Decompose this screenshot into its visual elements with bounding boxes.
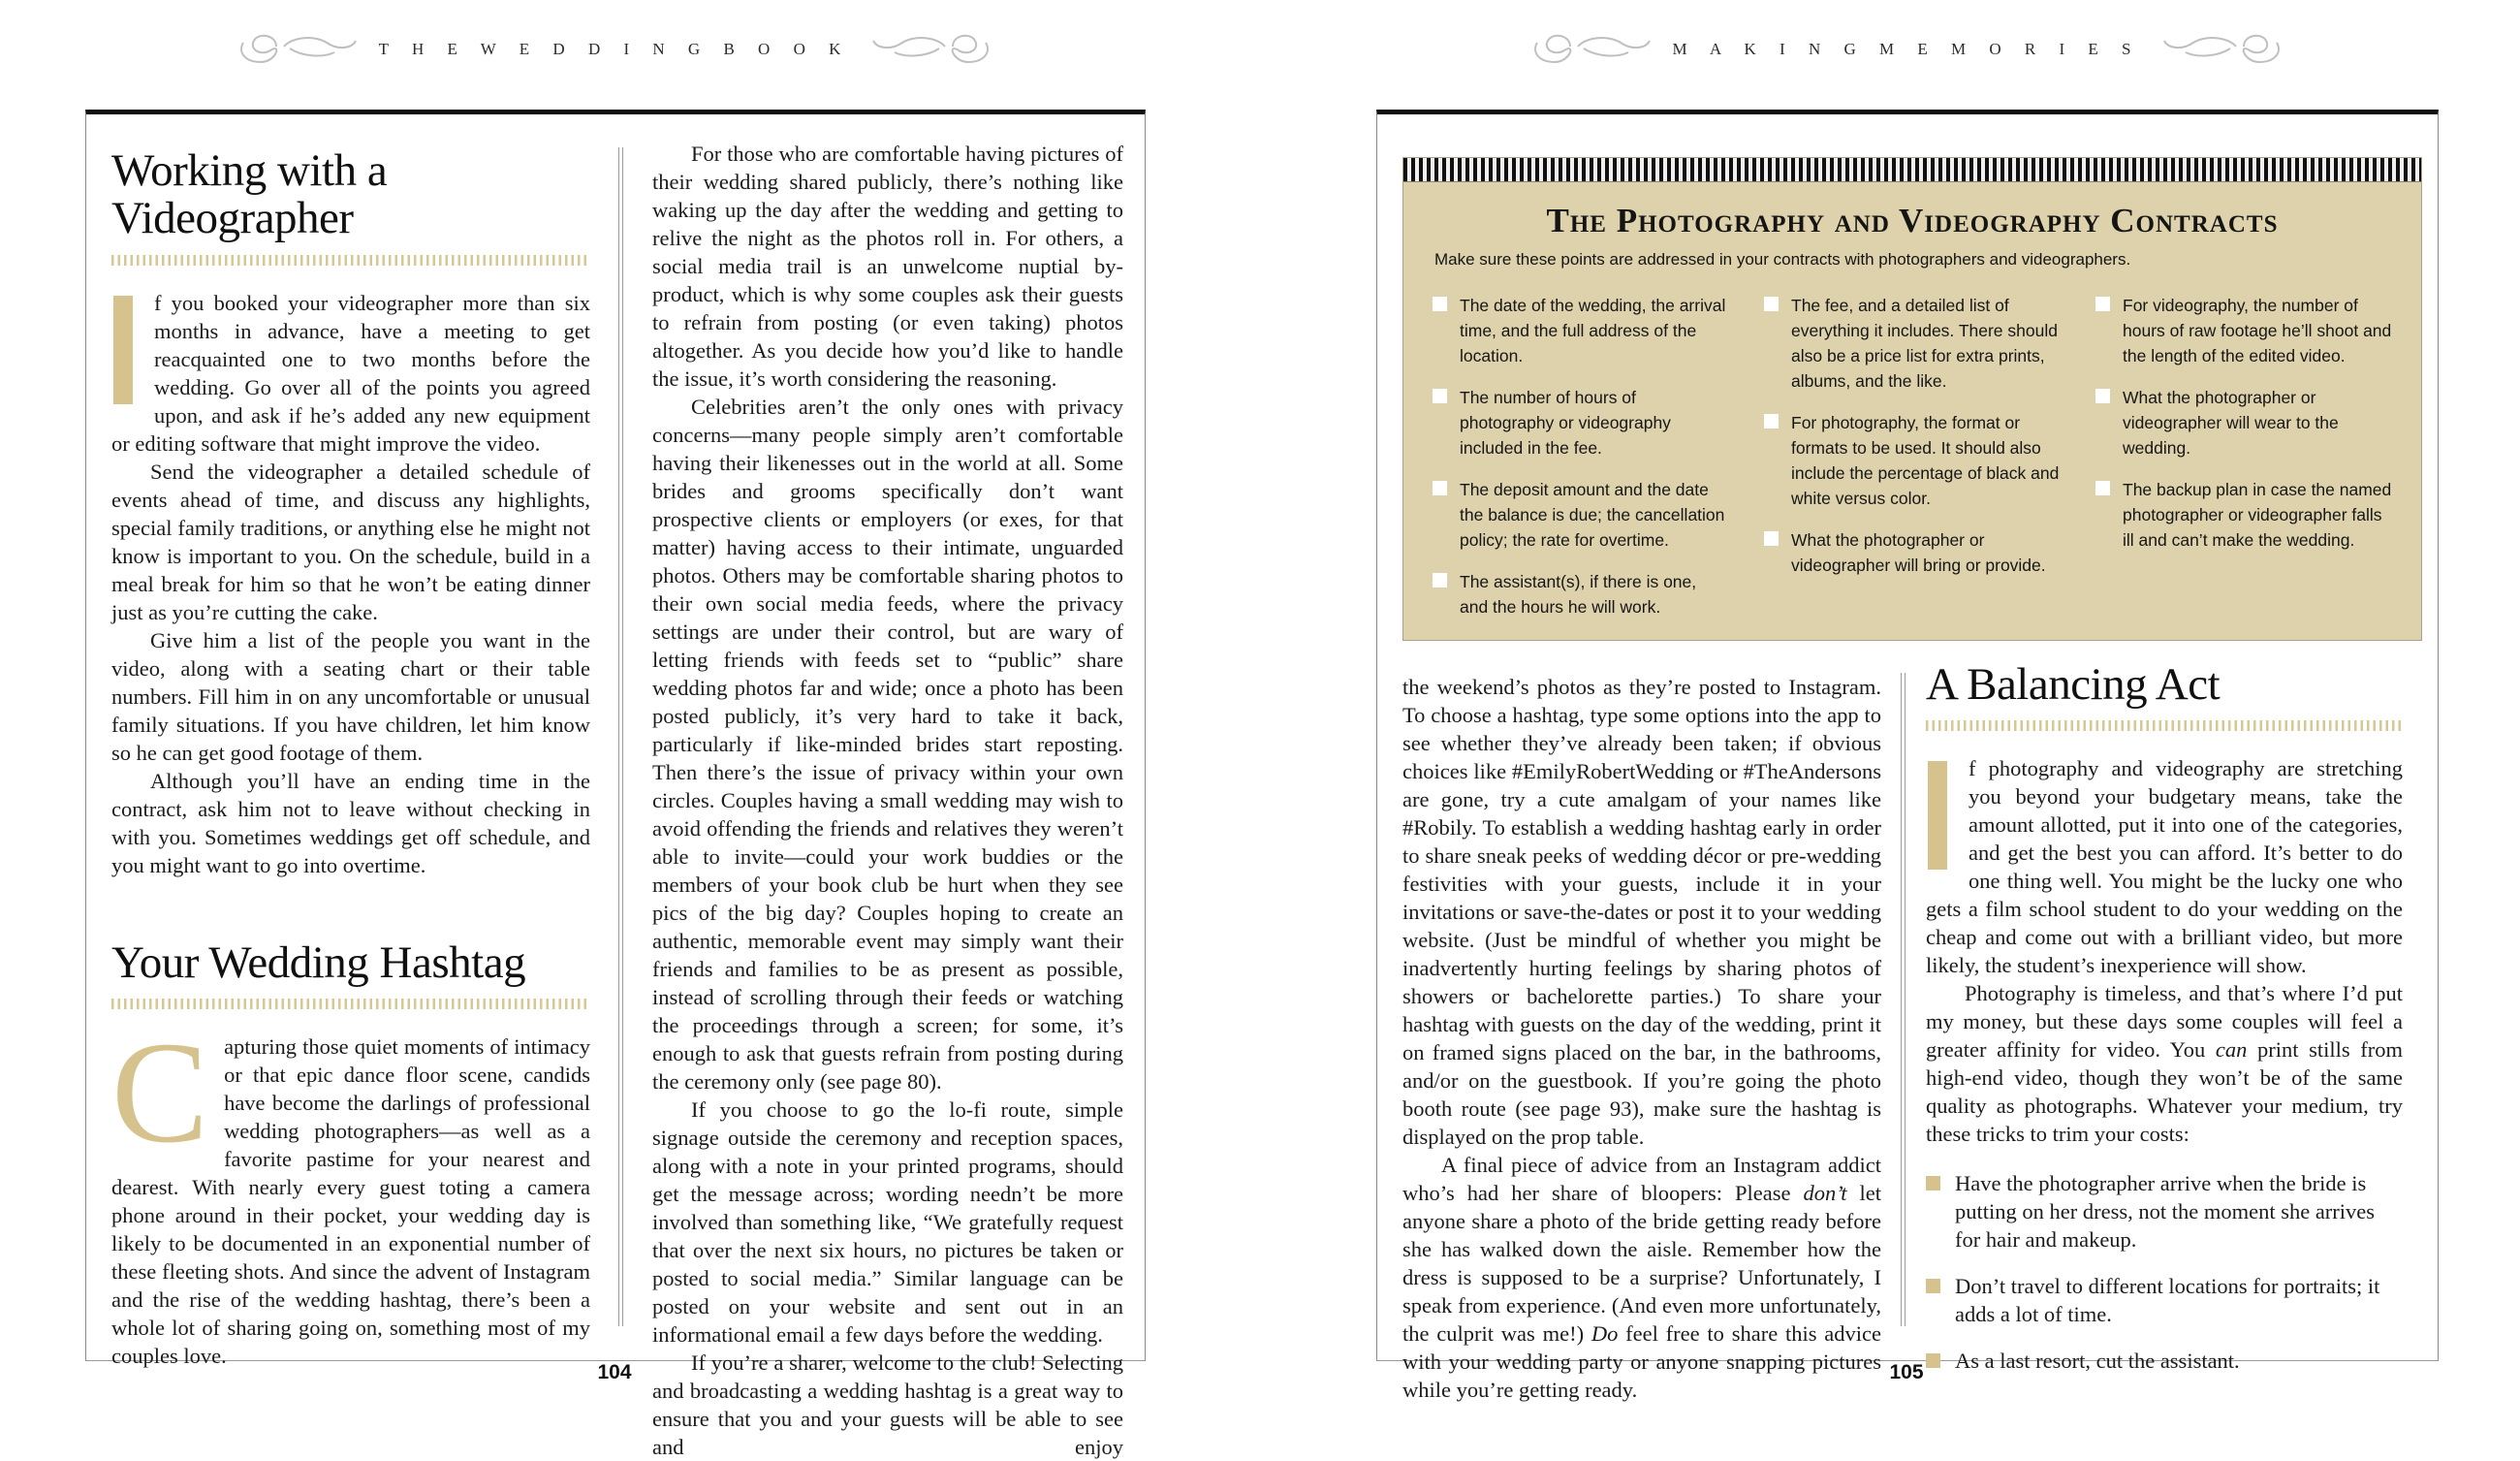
checklist-item: [1433, 477, 1729, 553]
running-head-title: T H E W E D D I N G B O O K: [378, 39, 851, 58]
checkbox-icon: [2095, 481, 2110, 495]
paragraph: If you’re a sharer, welcome to the club! Selecting and broadcasting a wedding hashtag is a great way to ensure that you and your guests will be able to see and enjoy: [652, 1350, 1123, 1459]
column-divider: [1901, 673, 1906, 1326]
flourish-icon: [234, 25, 360, 73]
paragraph: [111, 1012, 590, 1370]
left-page-column-2: [652, 140, 1123, 1461]
running-head-left: [85, 25, 1144, 73]
checklist-column-3: [2095, 293, 2392, 636]
checkbox-icon: [2095, 297, 2110, 311]
checkbox-icon: [1764, 297, 1779, 311]
paragraph-text: f you booked your videographer more than six months in advance, have a meeting to get reacquainted one to two months before the wedding. Go over all of the points you agreed upon, and ask if he’s added any new equipment or editing software that might improve the video.: [111, 290, 590, 456]
checklist-item: [1433, 293, 1729, 368]
checklist-text: The assistant(s), if there is one, and the hours he will work.: [1460, 572, 1697, 617]
flourish-icon: [869, 25, 995, 73]
checklist-text: For videography, the number of hours of raw footage he’ll shoot and the length of the edited video.: [2123, 296, 2392, 365]
paragraph: Give him a list of the people you want in the video, along with a seating chart or their table numbers. Fill him in on any uncomfortable or unusual family situations. If you have children, let him know so he can get good footage of them.: [111, 627, 590, 765]
checklist-text: The date of the wedding, the arrival time, and the full address of the location.: [1460, 296, 1726, 365]
cost-trimming-tips-list: [1926, 1169, 2403, 1375]
checkbox-icon: [1433, 573, 1447, 588]
list-item-text: Don’t travel to different locations for portraits; it adds a lot of time.: [1955, 1274, 2380, 1327]
paragraph: Send the videographer a detailed schedule of events ahead of time, and discuss any highlights, special family traditions, or anything else he might not know is important to you. On the schedule, build in a meal break for him so that he won’t be eating dinner just as you’re cutting the cake.: [111, 459, 590, 624]
drop-cap-I: [1928, 761, 1947, 870]
checklist-text: The backup plan in case the named photographer or videographer falls ill and can’t make the wedding.: [2123, 480, 2392, 550]
checkbox-icon: [1433, 389, 1447, 403]
checklist-column-1: [1433, 293, 1729, 636]
paragraph-text: apturing those quiet moments of intimacy or that epic dance floor scene, candids have become the darlings of professional wedding photographers—as well as a favorite pastime for your nearest and dearest. With nearly every guest toting a camera phone around in their pocket, your wedding day is likely to be documented in an exponential number of these fleeting shots. And since the advent of Instagram and the rise of the wedding hashtag, there’s been a whole lot of sharing going on, something most of my couples love.: [111, 1034, 590, 1369]
paragraph: Although you’ll have an ending time in the contract, ask him not to leave without checking in with you. Sometimes weddings get off schedule, and you might want to go into overtime.: [111, 768, 590, 877]
list-item: [1926, 1169, 2403, 1254]
section-rule: [111, 999, 590, 1009]
flourish-icon: [2160, 25, 2286, 73]
checklist-text: The number of hours of photography or videography included in the fee.: [1460, 388, 1671, 458]
list-item-text: Have the photographer arrive when the bride is putting on her dress, not the moment she arrives for hair and makeup.: [1955, 1171, 2376, 1253]
checklist-text: The deposit amount and the date the balance is due; the cancellation policy; the rate for overtime.: [1460, 480, 1725, 550]
list-item: [1926, 1272, 2403, 1328]
left-page-column-1: [111, 147, 590, 1370]
checklist-text: What the photographer or videographer will bring or provide.: [1791, 530, 2046, 575]
paragraph: Celebrities aren’t the only ones with privacy concerns—many people simply aren’t comfortable having their likenesses out in the world at all. Some brides and grooms specifically don’t want prospective clients or employers (or exes, for that matter) having access to their intimate, unguarded photos. Others may be comfortable sharing photos to their own social media feeds, where the privacy settings are under their control, but are wary of letting friends with feeds set to “public” share wedding photos far and wide; once a photo has been posted publicly, it’s very hard to take it back, particularly if like-minded brides start reposting. Then there’s the issue of privacy within your own circles. Couples having a small wedding may wish to avoid offending the friends and relatives they weren’t able to invite—could your work buddies or the members of your book club be hurt when they see pics of the big day? Couples hoping to create an authentic, memorable event may simply want their friends and families to be as present as possible, instead of scrolling through their feeds or watching the proceedings through a screen; for some, it’s enough to ask that guests refrain from posting during the ceremony only (see page 80).: [652, 395, 1123, 1094]
paragraph: [1926, 754, 2403, 979]
page-number: 104: [597, 1361, 632, 1383]
contracts-checklist-box: [1402, 157, 2422, 641]
paragraph: A final piece of advice from an Instagram addict who’s had her share of bloopers: Please don’t let anyone share a photo of the bride getting ready before she has walked down the aisle. Remember how the dress is supposed to be a surprise? Unfortunately, I speak from experience. (And even more unfortunately, the culprit was me!) Do feel free to share this advice with your wedding party or anyone snapping pictures while you’re getting ready.: [1402, 1153, 1882, 1402]
checklist-text: For photography, the format or formats to be used. It should also include the percentage of black and white versus color.: [1791, 413, 2060, 508]
column-divider: [618, 147, 623, 1326]
checklist-item: [1433, 385, 1729, 461]
checklist-item: [1764, 410, 2061, 511]
checklist-column-2: [1764, 293, 2061, 636]
box-title: The Photography and Videography Contracts: [1546, 202, 2279, 239]
page-number: 105: [1889, 1361, 1924, 1383]
checklist-item: [1764, 293, 2061, 394]
checklist-text: The fee, and a detailed list of everything it includes. There should also be a price list for extra prints, albums, and the like.: [1791, 296, 2058, 391]
paragraph: For those who are comfortable having pictures of their wedding shared publicly, there’s nothing like waking up the day after the wedding and getting to relive the night as the photos roll in. For others, a social media trail is an unwelcome nuptial by-product, which is why some couples ask their guests to refrain from posting (or even taking) photos altogether. As you decide how you’d like to handle the issue, it’s worth considering the reasoning.: [652, 142, 1123, 391]
drop-cap-C: C: [111, 1012, 209, 1174]
right-page-column-2: [1926, 661, 2403, 1393]
running-head-title: M A K I N G M E M O R I E S: [1672, 39, 2141, 58]
paragraph: If you choose to go the lo-fi route, simple signage outside the ceremony and reception spaces, along with a note in your printed programs, should get the message across; wording needn’t be more involved than something like, “We gratefully request that over the next six hours, no pictures be taken or posted to social media.” Similar language can be posted on your website and sent out in an informational email a few days before the wedding.: [652, 1097, 1123, 1347]
checklist-item: [1433, 569, 1729, 619]
checkbox-icon: [1433, 297, 1447, 311]
paragraph: the weekend’s photos as they’re posted to Instagram. To choose a hashtag, type some options into the app to see whether they’ve already been taken; if obvious choices like #EmilyRobertWedding or #TheAndersons are gone, try a cute amalgam of your names like #Robily. To establish a wedding hashtag early in order to share sneak peeks of wedding décor or pre-wedding festivities with your guests, include it in your invitations or save-the-dates or post it to your wedding website. (Just be mindful of whether you might be inadvertently hurting feelings by sharing photos of showers or bachelorette parties.) To share your hashtag with guests on the day of the wedding, print it on framed signs placed on the bar, in the bathrooms, and/or on the guestbook. If you’re going the photo booth route (see page 93), make sure the hashtag is displayed on the prop table.: [1402, 675, 1881, 1149]
list-item-text: As a last resort, cut the assistant.: [1955, 1349, 2240, 1374]
box-subtitle: Make sure these points are addressed in your contracts with photographers and videographers.: [1434, 250, 2131, 269]
right-page-column-1: [1402, 673, 1881, 1404]
section-rule: [1926, 720, 2403, 731]
paragraph: [111, 289, 590, 458]
striped-bar: [1403, 158, 2421, 182]
checkbox-icon: [2095, 389, 2110, 403]
section-rule: [111, 255, 590, 266]
paragraph-text: f photography and videography are stretching you beyond your budgetary means, take the amount allotted, put it into one of the categories, and get the best you can afford. It’s better to do one thing well. You might be the lucky one who gets a film school student to do your wedding on the cheap and come out with a brilliant video, but more likely, the student’s inexperience will show.: [1926, 756, 2403, 978]
section-title: A Balancing Act: [1926, 659, 2221, 710]
checkbox-icon: [1433, 481, 1447, 495]
drop-cap-I: [113, 296, 133, 404]
checklist-item: [2095, 385, 2392, 461]
checklist-item: [2095, 477, 2392, 553]
checklist-item: [2095, 293, 2392, 368]
section-title: Your Wedding Hashtag: [111, 937, 526, 988]
flourish-icon: [1528, 25, 1654, 73]
checkbox-icon: [1764, 414, 1779, 429]
checklist-item: [1764, 527, 2061, 578]
paragraph: Photography is timeless, and that’s where I’d put my money, but these days some couples will feel a greater affinity for video. You can print stills from high-end video, though they won’t be of the same quality as photographs. Whatever your medium, try these tricks to trim your costs:: [1926, 981, 2404, 1147]
square-bullet-icon: [1926, 1279, 1940, 1293]
running-head-right: [1376, 25, 2437, 73]
checklist-text: What the photographer or videographer will wear to the wedding.: [2123, 388, 2339, 458]
square-bullet-icon: [1926, 1176, 1940, 1191]
checkbox-icon: [1764, 531, 1779, 546]
section-title: Working with a Videographer: [111, 145, 388, 244]
